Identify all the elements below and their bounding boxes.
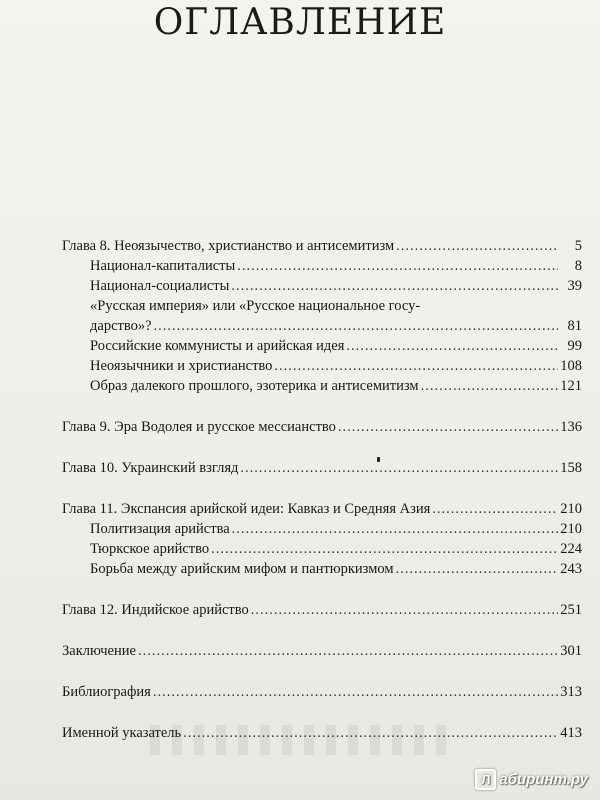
toc-entry-title: «Русская империя» или «Русское национальное госу-: [90, 298, 421, 314]
toc-entry-title: Глава 8. Неоязычество, христианство и антисемитизм: [62, 238, 395, 254]
labirint-logo-icon: Л: [475, 769, 496, 790]
toc-entry-page: 210: [560, 501, 582, 517]
toc-entry-page: 8: [574, 258, 582, 274]
toc-entry-title: Национал-социалисты: [90, 278, 230, 294]
leader-dots: [211, 539, 558, 559]
leader-dots: [240, 458, 558, 478]
toc-entry-page: 413: [560, 725, 582, 741]
leader-dots: [237, 256, 558, 276]
toc-entry-page: 313: [560, 684, 582, 700]
toc-entry-page: 136: [560, 419, 582, 435]
toc-entry-chapter-10: [62, 458, 582, 478]
toc-entry-title: Глава 12. Индийское арийство: [62, 602, 249, 618]
leader-dots: [396, 236, 558, 256]
toc-entry-page: 210: [560, 521, 582, 537]
leader-dots: [432, 499, 558, 519]
toc-entry-chapter-8: [62, 236, 582, 256]
table-of-contents: [62, 236, 582, 743]
toc-entry-title: Политизация арийства: [90, 521, 230, 537]
group-gap: [62, 396, 582, 417]
toc-entry-title: Тюркское арийство: [90, 541, 210, 557]
toc-entry-section: [62, 336, 582, 356]
toc-entry-section: [62, 376, 582, 396]
page-title: ОГЛАВЛЕНИЕ: [153, 2, 447, 43]
group-gap: [62, 478, 582, 499]
group-gap: [62, 661, 582, 682]
toc-entry-section: [62, 559, 582, 579]
toc-entry-page: 224: [560, 541, 582, 557]
leader-dots: [232, 519, 558, 539]
toc-entry-section: [62, 296, 582, 316]
toc-entry-title: дарство»?: [90, 318, 152, 334]
toc-entry-chapter-12: [62, 600, 582, 620]
watermark: [475, 769, 588, 790]
toc-entry-title: Заключение: [62, 643, 136, 659]
toc-entry-section: [62, 256, 582, 276]
leader-dots: [138, 641, 558, 661]
toc-entry-page: 158: [560, 460, 582, 476]
group-gap: [62, 702, 582, 723]
toc-entry-title: Образ далекого прошлого, эзотерика и антисемитизм: [90, 378, 419, 394]
leader-dots: [338, 417, 558, 437]
toc-entry-title: Национал-капиталисты: [90, 258, 236, 274]
toc-entry-title: Неоязычники и христианство: [90, 358, 273, 374]
leader-dots: [251, 600, 558, 620]
leader-dots: [153, 682, 558, 702]
toc-entry-page: 301: [560, 643, 582, 659]
toc-entry-page: 39: [567, 278, 582, 294]
leader-dots: [274, 356, 558, 376]
toc-entry-title: Борьба между арийским мифом и пантюркизмом: [90, 561, 394, 577]
toc-entry-title: Библиография: [62, 684, 151, 700]
toc-entry-title: Российские коммунисты и арийская идея: [90, 338, 345, 354]
toc-entry-page: 81: [567, 318, 582, 334]
toc-entry-title: Глава 11. Экспансия арийской идеи: Кавказ и Средняя Азия: [62, 501, 431, 517]
toc-entry-page: 251: [560, 602, 582, 618]
toc-entry-chapter-11: [62, 499, 582, 519]
toc-entry-page: 108: [560, 358, 582, 374]
toc-entry-title: Именной указатель: [62, 725, 182, 741]
group-gap: [62, 620, 582, 641]
toc-entry-section: [62, 519, 582, 539]
toc-entry-page: 121: [560, 378, 582, 394]
toc-entry-page: 5: [574, 238, 582, 254]
group-gap: [62, 437, 582, 458]
leader-dots: [231, 276, 558, 296]
toc-entry-bibliography: [62, 682, 582, 702]
toc-entry-section: [62, 276, 582, 296]
toc-entry-page: 243: [560, 561, 582, 577]
leader-dots: [154, 316, 558, 336]
watermark-text: абиринт.ру: [499, 771, 588, 788]
toc-entry-page: 99: [567, 338, 582, 354]
toc-entry-chapter-9: [62, 417, 582, 437]
toc-entry-section: [62, 539, 582, 559]
toc-entry-section-continued: [62, 316, 582, 336]
show-through-text: [150, 725, 450, 755]
group-gap: [62, 579, 582, 600]
leader-dots: [421, 376, 558, 396]
leader-dots: [396, 559, 558, 579]
toc-entry-section: [62, 356, 582, 376]
ink-speck: [377, 457, 380, 462]
toc-entry-title: Глава 9. Эра Водолея и русское мессианство: [62, 419, 336, 435]
toc-entry-conclusion: [62, 641, 582, 661]
toc-entry-title: Глава 10. Украинский взгляд: [62, 460, 239, 476]
leader-dots: [346, 336, 558, 356]
